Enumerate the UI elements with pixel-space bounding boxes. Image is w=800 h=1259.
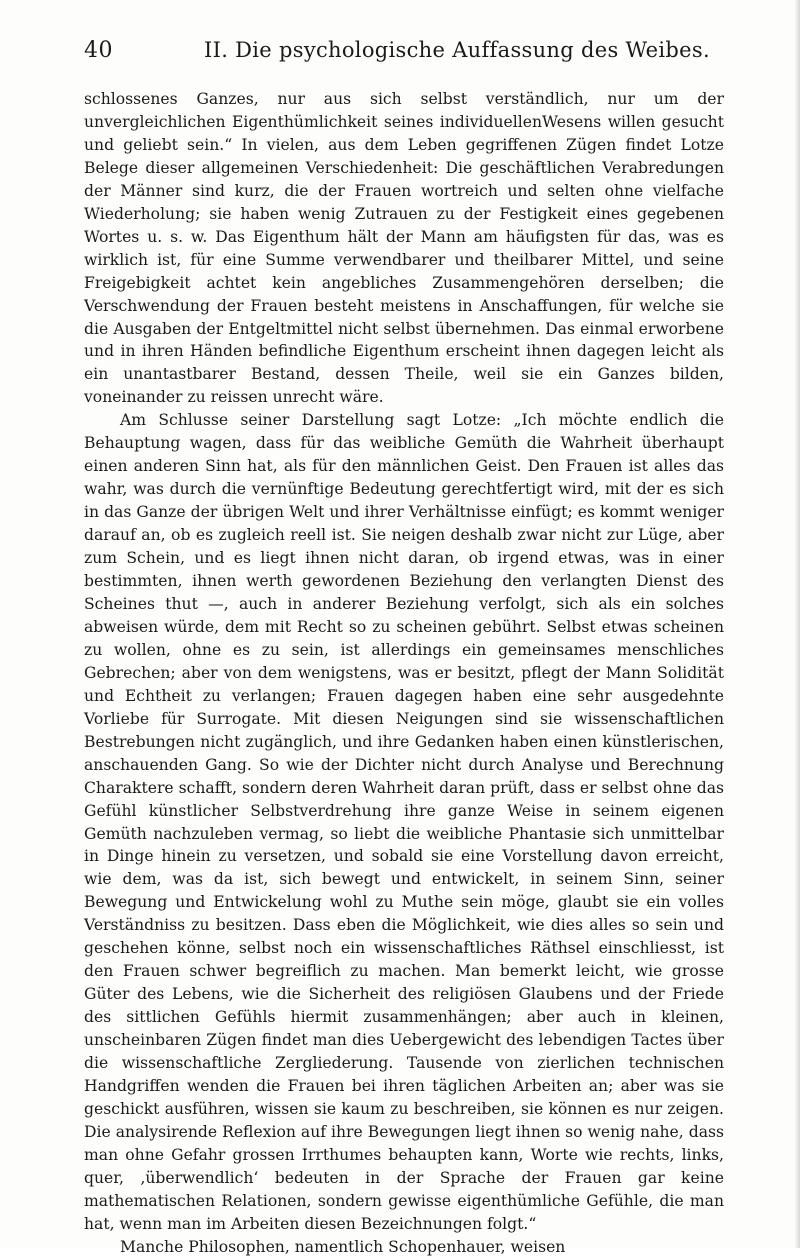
paragraph: Manche Philosophen, namentlich Schopenhauer, weisen xyxy=(120,1237,566,1256)
page-header xyxy=(84,38,724,68)
running-title: II. Die psychologische Auffassung des Weibes. xyxy=(204,38,710,62)
paragraph: schlossenes Ganzes, nur aus sich selbst verständlich, nur um der unvergleichlichen Eigenthümlichkeit seines individuellenWesens willen gesucht und geliebt sein.“ In vielen, aus dem Leben gegriffenen Zügen findet Lotze Belege dieser allgemeinen Verschiedenheit: Die geschäftlichen Verabredungen der Männer sind kurz, die der Frauen wortreich und selten ohne vielfache Wiederholung; sie haben wenig Zutrauen zu der Festigkeit eines gegebenen Wortes u. s. w. Das Eigenthum hält der Mann am häufigsten für das, was es wirklich ist, für eine Summe verwendbarer und theilbarer Mittel, und seine Freigebigkeit achtet kein angebliches Zusammengehören derselben; die Verschwendung der Frauen besteht meistens in Anschaffungen, für welche sie die Ausgaben der Entgeltmittel nicht selbst übernehmen. Das einmal erworbene und in ihren Händen befindliche Eigenthum erscheint ihnen dagegen leicht als ein unantastbarer Bestand, dessen Theile, weil sie ein Ganzes bilden, voneinander zu reissen unrecht wäre. xyxy=(84,90,724,407)
page-number: 40 xyxy=(84,38,113,63)
body-text xyxy=(84,88,724,1259)
paragraph: Am Schlusse seiner Darstellung sagt Lotze: „Ich möchte endlich die Behauptung wagen, dass für das weibliche Gemüth die Wahrheit überhaupt einen anderen Sinn hat, als für den männlichen Geist. Den Frauen ist alles das wahr, was durch die vernünftige Bedeutung gerechtfertigt wird, mit der es sich in das Ganze der übrigen Welt und ihrer Verhältnisse einfügt; es kommt weniger darauf an, ob es zugleich reell ist. Sie neigen deshalb zwar nicht zur Lüge, aber zum Schein, und es liegt ihnen nicht daran, ob irgend etwas, was in einer bestimmten, ihnen werth gewordenen Beziehung den verlangten Dienst des Scheines thut —, auch in anderer Beziehung verfolgt, sich als ein solches abweisen würde, dem mit Recht so zu scheinen gebührt. Selbst etwas scheinen zu wollen, ohne es zu sein, ist allerdings ein gemeinsames menschliches Gebrechen; aber von dem wenigstens, was er besitzt, pflegt der Mann Solidität und Echtheit zu verlangen; Frauen dagegen haben eine sehr ausgedehnte Vorliebe für Surrogate. Mit diesen Neigungen sind sie wissenschaftlichen Bestrebungen nicht zugänglich, und ihre Gedanken haben einen künstlerischen, anschauenden Gang. So wie der Dichter nicht durch Analyse und Berechnung Charaktere schafft, sondern deren Wahrheit daran prüft, dass er selbst ohne das Gefühl künstlicher Selbstverdrehung ihre ganze Weise in seinem eigenen Gemüth nachzuleben vermag, so liebt die weibliche Phantasie sich unmittelbar in Dinge hinein zu versetzen, und sobald sie eine Vorstellung davon erreicht, wie dem, was da ist, sich bewegt und entwickelt, in seinem Sinn, seiner Bewegung und Entwickelung wohl zu Muthe sein möge, glaubt sie ein volles Verständniss zu besitzen. Dass eben die Möglichkeit, wie dies alles so sein und geschehen könne, selbst noch ein wissenschaftliches Räthsel einschliesst, ist den Frauen schwer begreiflich zu machen. Man bemerkt leicht, wie grosse Güter des Lebens, wie die Sicherheit des religiösen Glaubens und der Friede des sittlichen Gefühls hiermit zusammenhängen; aber auch in kleinen, unscheinbaren Zügen findet man dies Uebergewicht des lebendigen Tactes über die wissenschaftliche Zergliederung. Tausende von zierlichen technischen Handgriffen wenden die Frauen bei ihren täglichen Arbeiten an; aber was sie geschickt ausführen, wissen sie kaum zu beschreiben, sie können es nur zeigen. Die analysirende Reflexion auf ihre Bewegungen liegt ihnen so wenig nahe, dass man ohne Gefahr grossen Irrthumes behaupten kann, Worte wie rechts, links, quer, ‚überwendlich‘ bedeuten in der Sprache der Frauen gar keine mathematischen Relationen, sondern gewisse eigenthümliche Gefühle, die man hat, wenn man im Arbeiten diesen Bezeichnungen folgt.“ xyxy=(84,411,724,1233)
page-edge-shadow xyxy=(794,0,800,1248)
